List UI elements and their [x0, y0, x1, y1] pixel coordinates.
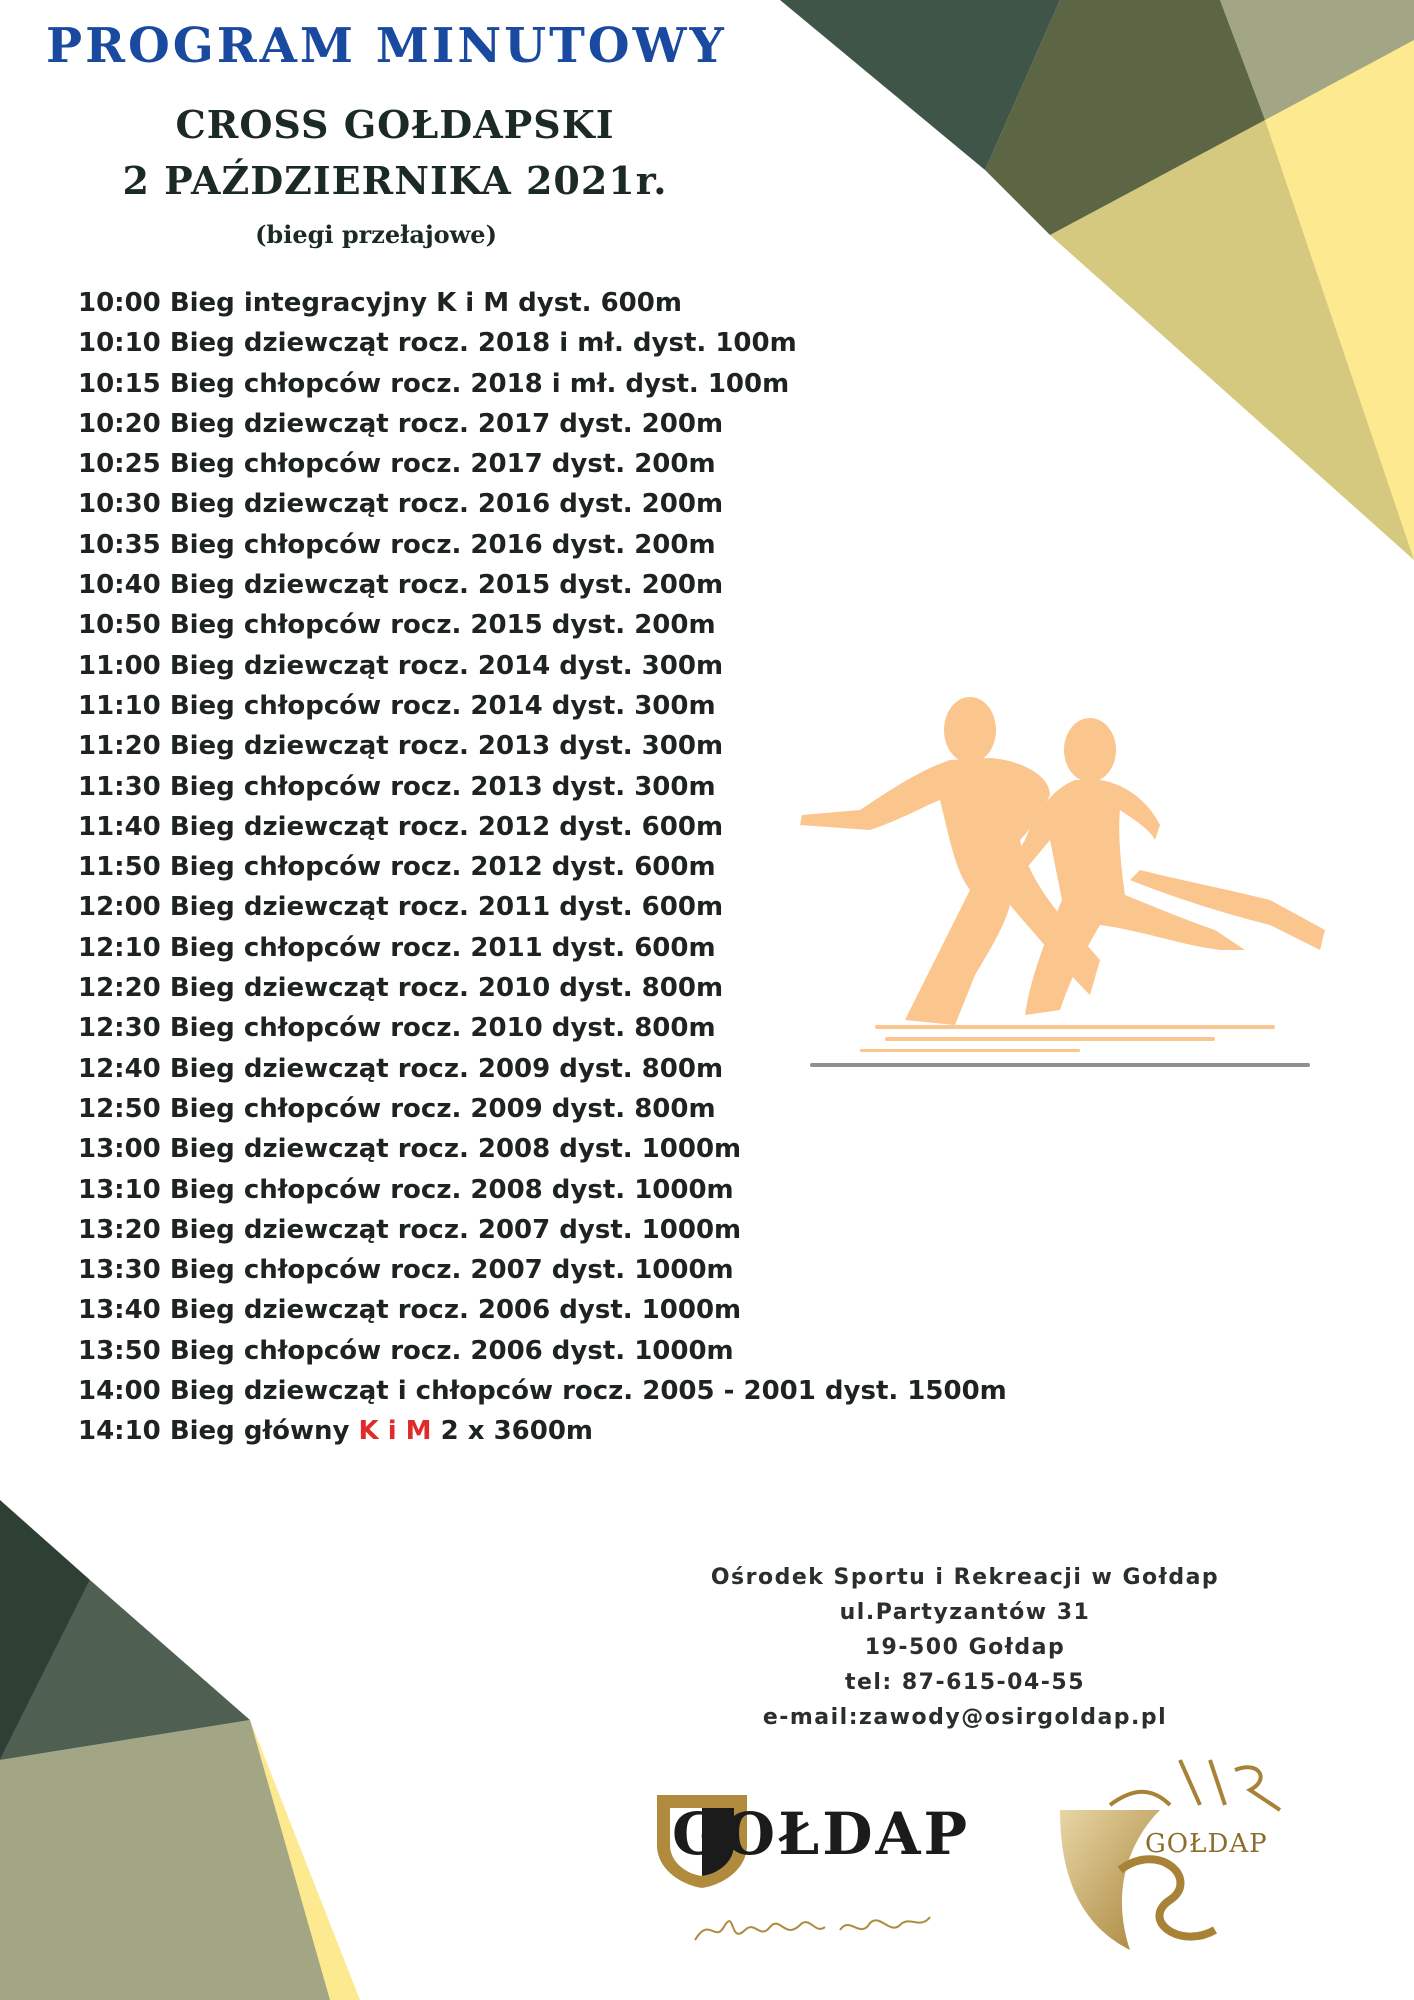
- goldap-wordmark: GOŁDAP: [672, 1800, 971, 1868]
- schedule-item: 13:10 Bieg chłopców rocz. 2008 dyst. 1000m: [78, 1174, 734, 1205]
- schedule-item: 12:00 Bieg dziewcząt rocz. 2011 dyst. 600m: [78, 892, 724, 923]
- contact-phone: tel: 87-615-04-55: [844, 1670, 1086, 1695]
- schedule-item: 11:50 Bieg chłopców rocz. 2012 dyst. 600m: [78, 852, 716, 883]
- main-race-highlight: K i M: [358, 1416, 432, 1447]
- contact-block: [640, 1560, 1290, 1735]
- schedule-item: 14:00 Bieg dziewcząt i chłopców rocz. 2005 - 2001 dyst. 1500m: [78, 1376, 1007, 1407]
- schedule-item: 10:10 Bieg dziewcząt rocz. 2018 i mł. dyst. 100m: [78, 328, 797, 359]
- schedule-item-main-race: [78, 1411, 1007, 1451]
- motion-line: [860, 1049, 1080, 1052]
- main-race-suffix: 2 x 3600m: [431, 1416, 594, 1447]
- schedule-item: 13:30 Bieg chłopców rocz. 2007 dyst. 1000m: [78, 1255, 734, 1286]
- runners-figures: [800, 697, 1325, 1052]
- event-subtitle: (biegi przełajowe): [255, 220, 497, 249]
- mazurski-zdroj-signature: [690, 1895, 940, 1955]
- schedule-item: 10:00 Bieg integracyjny K i M dyst. 600m: [78, 288, 682, 318]
- schedule-item: 10:15 Bieg chłopców rocz. 2018 i mł. dyst. 100m: [78, 368, 790, 399]
- schedule-item: 12:30 Bieg chłopców rocz. 2010 dyst. 800m: [78, 1013, 716, 1044]
- event-date: 2 PAŹDZIERNIKA 2021r.: [122, 158, 668, 203]
- schedule-item: 12:10 Bieg chłopców rocz. 2011 dyst. 600m: [78, 932, 716, 963]
- schedule-item: 10:25 Bieg chłopców rocz. 2017 dyst. 200m: [78, 449, 716, 480]
- schedule-item: 12:40 Bieg dziewcząt rocz. 2009 dyst. 800m: [78, 1053, 724, 1084]
- schedule-item: 11:40 Bieg dziewcząt rocz. 2012 dyst. 600m: [78, 811, 724, 842]
- schedule-item: 10:40 Bieg dziewcząt rocz. 2015 dyst. 200m: [78, 570, 724, 601]
- ground-line: [810, 1063, 1310, 1067]
- schedule-item: 11:00 Bieg dziewcząt rocz. 2014 dyst. 300m: [78, 650, 724, 681]
- contact-street: ul.Partyzantów 31: [839, 1600, 1091, 1625]
- schedule-item: 13:50 Bieg chłopców rocz. 2006 dyst. 1000m: [78, 1335, 734, 1366]
- runners-illustration: [800, 690, 1330, 1080]
- motion-line: [875, 1025, 1275, 1029]
- schedule-item: 10:50 Bieg chłopców rocz. 2015 dyst. 200m: [78, 610, 716, 641]
- osir-subtext: GOŁDAP: [1145, 1829, 1268, 1859]
- contact-email: e-mail:zawody@osirgoldap.pl: [762, 1705, 1168, 1730]
- schedule-item: 10:30 Bieg dziewcząt rocz. 2016 dyst. 200m: [78, 489, 724, 520]
- program-title: PROGRAM MINUTOWY: [46, 18, 727, 74]
- schedule-item: 10:20 Bieg dziewcząt rocz. 2017 dyst. 200m: [78, 408, 724, 439]
- runner-front-head: [1064, 718, 1116, 782]
- bottom-left-sage-shape: [0, 1720, 330, 2000]
- contact-org: Ośrodek Sportu i Rekreacji w Gołdap: [710, 1565, 1220, 1590]
- motion-line: [885, 1037, 1215, 1041]
- event-name: CROSS GOŁDAPSKI: [175, 102, 615, 147]
- schedule-item: 12:20 Bieg dziewcząt rocz. 2010 dyst. 800m: [78, 973, 724, 1004]
- schedule-item: 11:10 Bieg chłopców rocz. 2014 dyst. 300m: [78, 690, 716, 721]
- osir-goldap-logo: [1050, 1750, 1300, 1980]
- contact-city: 19-500 Gołdap: [864, 1635, 1066, 1660]
- schedule-item: 13:20 Bieg dziewcząt rocz. 2007 dyst. 1000m: [78, 1214, 742, 1245]
- schedule-item: 10:35 Bieg chłopców rocz. 2016 dyst. 200m: [78, 529, 716, 560]
- schedule-item: 11:20 Bieg dziewcząt rocz. 2013 dyst. 300m: [78, 731, 724, 762]
- schedule-item: 13:00 Bieg dziewcząt rocz. 2008 dyst. 1000m: [78, 1134, 742, 1165]
- main-race-prefix: 14:10 Bieg główny: [78, 1416, 359, 1447]
- schedule-item: 11:30 Bieg chłopców rocz. 2013 dyst. 300m: [78, 771, 716, 802]
- schedule-item: 13:40 Bieg dziewcząt rocz. 2006 dyst. 1000m: [78, 1295, 742, 1326]
- runner-back-head: [944, 697, 996, 763]
- schedule-item: 12:50 Bieg chłopców rocz. 2009 dyst. 800m: [78, 1093, 716, 1124]
